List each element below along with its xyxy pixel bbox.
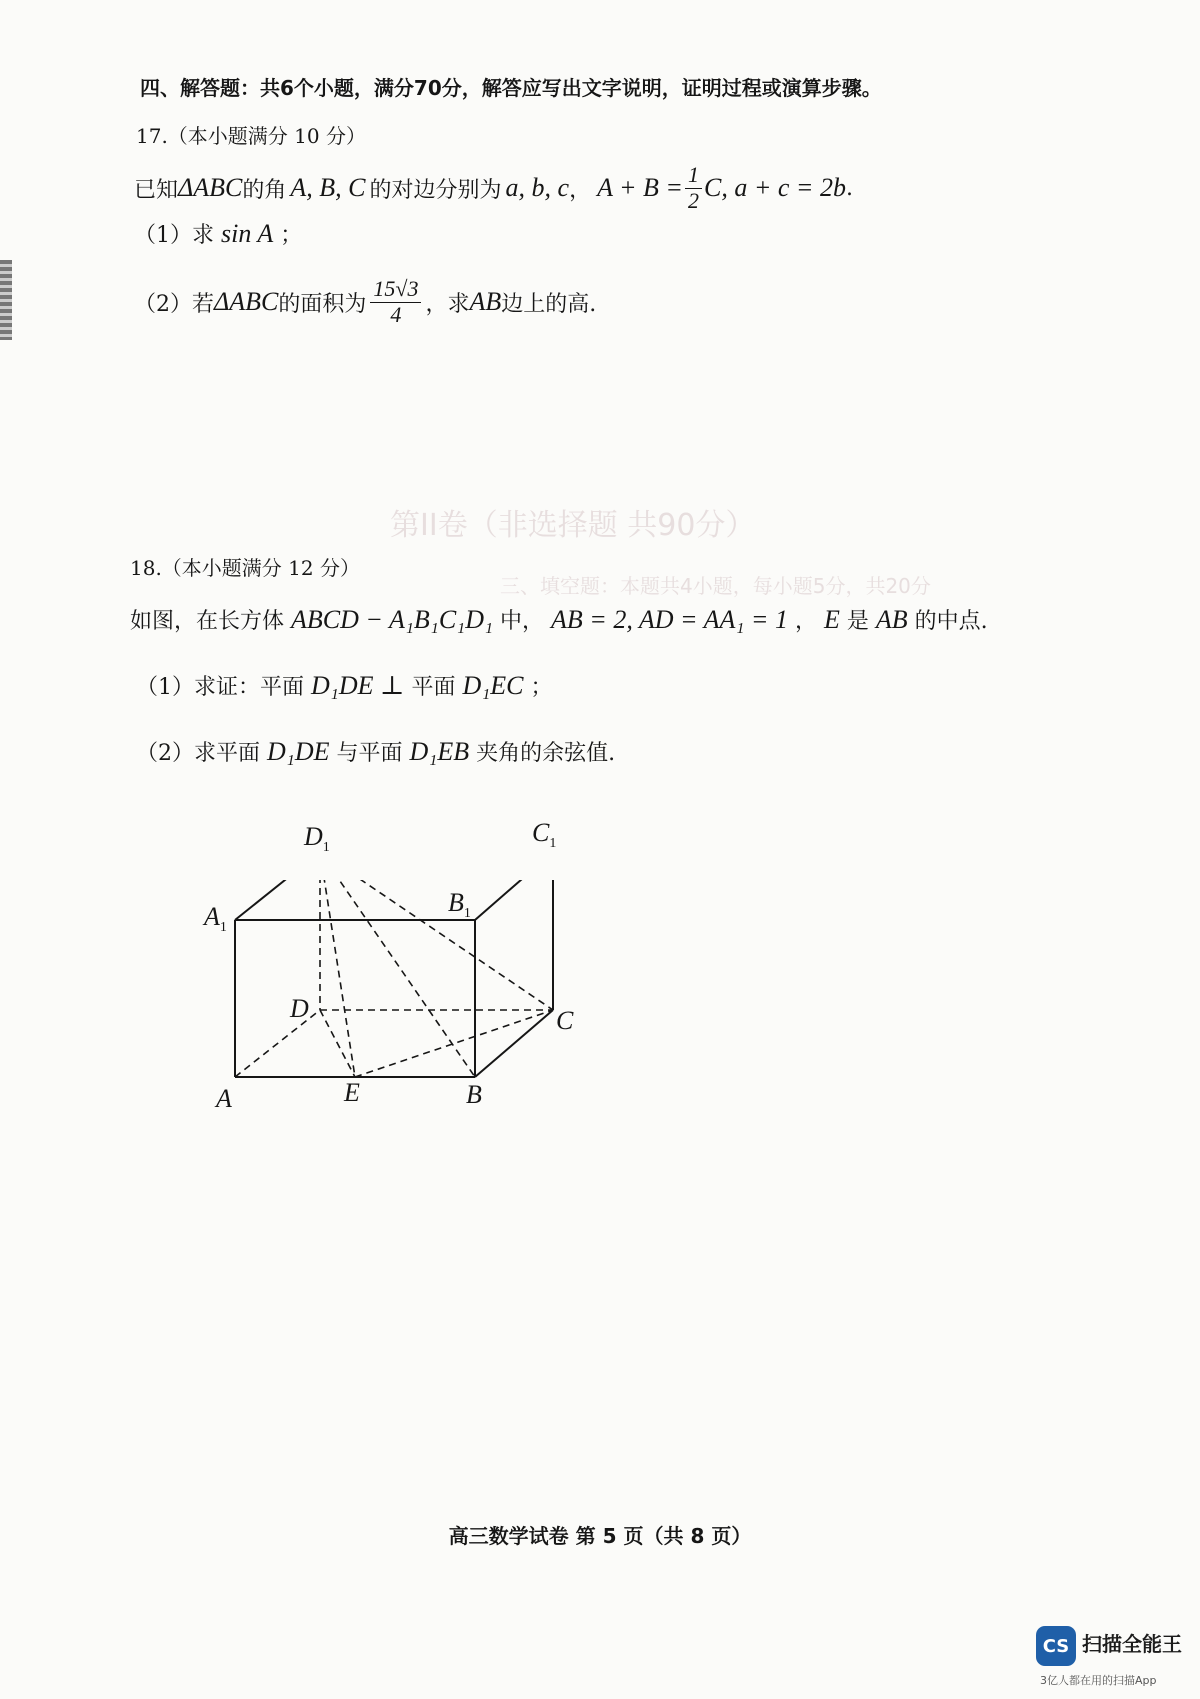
vertex-label-b: B — [466, 1080, 482, 1109]
q17-stem-angles: A, B, C — [290, 173, 366, 202]
q17-part2-math: AB — [469, 287, 502, 316]
vertex-label-d: D — [290, 994, 309, 1023]
q18-stem-lengths: AB = 2, AD = AA₁ = 1 — [551, 605, 788, 634]
q17-eq1-right: C, a + c = 2b — [703, 173, 846, 202]
q17-heading: 17.（本小题满分 10 分） — [136, 124, 366, 148]
q17-stem — [134, 158, 853, 218]
q17-part1-end: ； — [280, 223, 303, 248]
dashed-d1-e — [320, 880, 355, 1077]
q17-area-numerator: 15√3 — [370, 277, 421, 302]
q18-part1-end: ； — [530, 675, 553, 700]
q17-part1-math: sin A — [221, 219, 274, 248]
edge-a1-d1 — [235, 880, 320, 920]
vertex-label-a: A — [216, 1084, 232, 1113]
q18-part2 — [136, 736, 615, 767]
q17-part2-triangle: ΔABC — [214, 287, 279, 316]
q18-heading: 18.（本小题满分 12 分） — [130, 556, 360, 580]
q18-part2-math: D₁DE — [267, 737, 330, 766]
q17-part2 — [134, 270, 596, 334]
q18-part1 — [136, 670, 553, 701]
edge-b1-c1 — [475, 880, 553, 920]
vertex-label-b1: $B_1$ — [448, 888, 471, 922]
q18-stem-seg: AB — [875, 605, 908, 634]
vertex-label-a1: $A_1$ — [204, 902, 227, 936]
q17-stem-sep: ， — [569, 177, 592, 203]
camscanner-logo-icon: CS — [1036, 1626, 1076, 1666]
q17-stem-triangle: ΔABC — [178, 173, 243, 202]
q18-part1-math: D₁DE ⊥ — [311, 671, 405, 700]
q18-stem-prefix: 如图，在长方体 — [130, 609, 285, 634]
q17-stem-mid: 的角 — [242, 177, 287, 203]
bleed-through-section: 三、填空题：本题共4小题，每小题5分，共20分 — [500, 574, 931, 598]
q17-eq1-left: A + B = — [597, 173, 683, 202]
cuboid-diagram — [215, 880, 615, 1120]
q17-stem-end: . — [845, 175, 853, 201]
vertex-label-d1: $D_1$ — [304, 822, 330, 856]
page-footer: 高三数学试卷 第 5 页（共 8 页） — [448, 1524, 752, 1548]
q17-area-denominator: 4 — [390, 301, 402, 327]
q18-part2-math2: D₁EB — [409, 737, 470, 766]
section-header: 四、解答题：共6个小题，满分70分，解答应写出文字说明，证明过程或演算步骤。 — [140, 76, 882, 100]
q18-part1-prefix: （1）求证：平面 — [136, 675, 304, 700]
q18-stem-mid: 中， — [500, 609, 545, 634]
bleed-through-title: 第II卷（非选择题 共90分） — [390, 508, 756, 543]
q18-stem-point: E — [823, 605, 840, 634]
q18-part2-mid: 与平面 — [336, 741, 403, 766]
camscanner-name: 扫描全能王 — [1082, 1632, 1182, 1656]
q17-part1-label: （1）求 — [134, 223, 214, 248]
q18-part2-prefix: （2）求平面 — [136, 741, 260, 766]
camscanner-tagline: 3亿人都在用的扫描App — [1040, 1674, 1157, 1687]
q17-part2-prefix: （2）若 — [134, 291, 214, 317]
scan-edge-mark — [0, 260, 12, 340]
q18-part2-end: 夹角的余弦值. — [476, 741, 616, 766]
q17-eq1-denominator: 2 — [687, 187, 699, 213]
q17-part1 — [134, 218, 302, 249]
q17-stem-prefix: 已知 — [134, 177, 179, 203]
q18-stem-sep: ， — [794, 609, 817, 634]
q18-stem-solid: ABCD − A₁B₁C₁D₁ — [291, 605, 494, 634]
q17-eq1-fraction — [685, 163, 702, 212]
dashed-d1-c — [320, 880, 553, 1010]
q17-area-fraction — [370, 277, 421, 326]
q17-part2-end: 边上的高. — [501, 291, 597, 317]
vertex-label-c: C — [556, 1006, 574, 1035]
q18-stem — [130, 604, 988, 635]
q17-eq1-numerator: 1 — [685, 163, 702, 188]
edge-b-c — [475, 1010, 553, 1077]
q18-part1-mid: 平面 — [411, 675, 456, 700]
vertex-label-e: E — [344, 1078, 360, 1107]
q17-part2-mid: 的面积为 — [278, 291, 367, 317]
q18-stem-end: 的中点. — [914, 609, 988, 634]
q17-part2-mid2: ，求 — [425, 291, 470, 317]
q17-stem-mid2: 的对边分别为 — [369, 177, 502, 203]
vertex-label-c1: $C_1$ — [532, 818, 557, 852]
q18-part1-math2: D₁EC — [462, 671, 524, 700]
q17-stem-sides: a, b, c — [505, 173, 570, 202]
dashed-e-c — [355, 1010, 553, 1077]
q18-stem-mid2: 是 — [846, 609, 869, 634]
